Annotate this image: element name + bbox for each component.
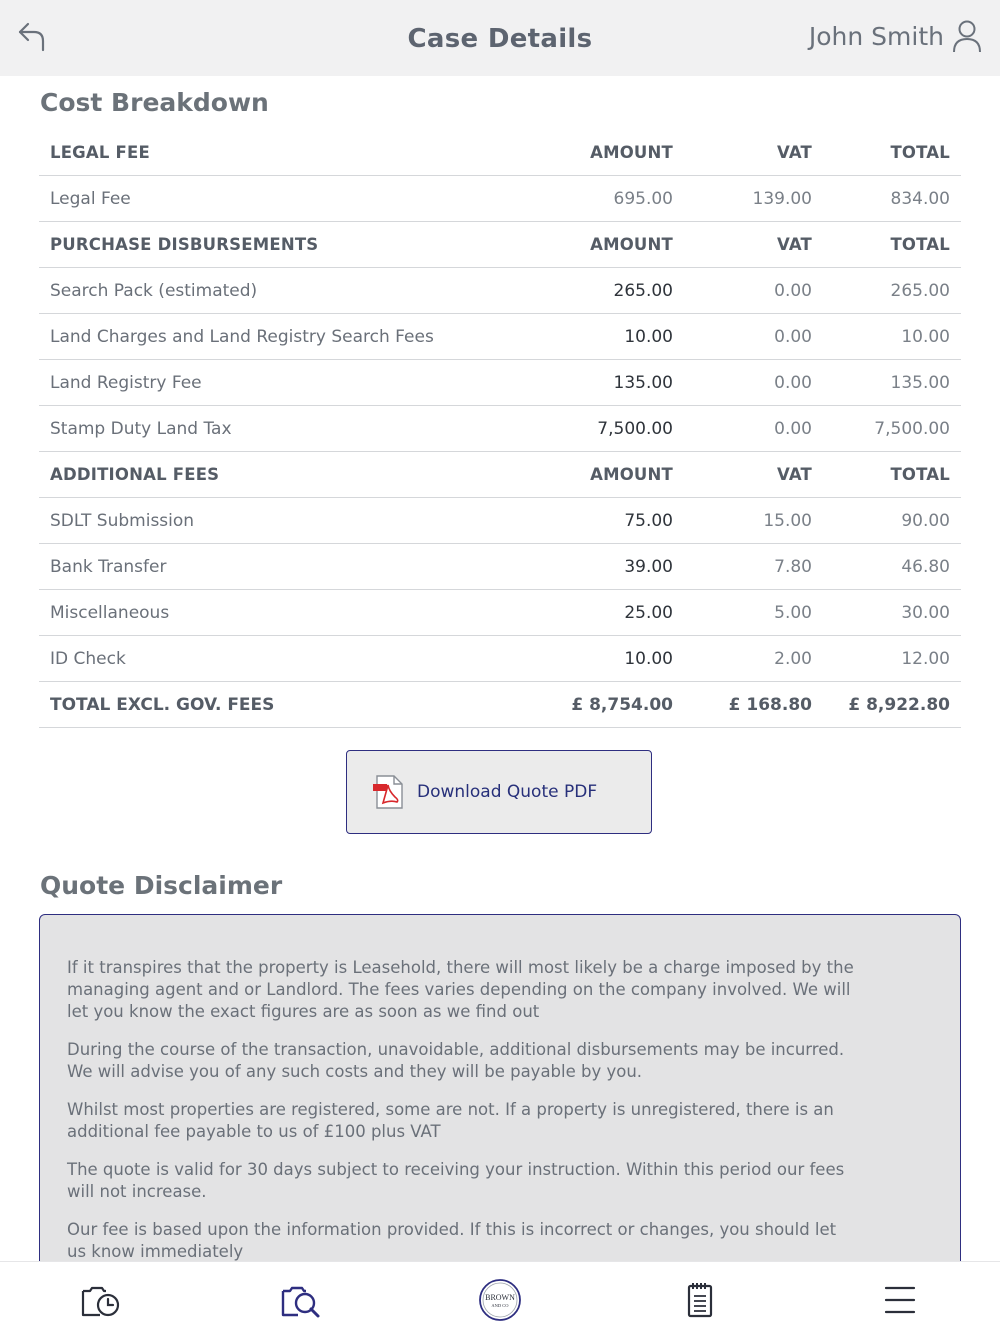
fee-total: 30.00 [901, 602, 950, 623]
fee-total: 10.00 [901, 326, 950, 347]
nav-notes[interactable] [678, 1278, 722, 1322]
fee-vat: 0.00 [774, 418, 812, 439]
download-quote-pdf-button[interactable] [346, 750, 652, 834]
fee-name: Bank Transfer [50, 556, 167, 577]
fee-amount: 75.00 [624, 510, 673, 531]
column-header: VAT [777, 235, 812, 254]
fee-vat: 139.00 [752, 188, 812, 209]
download-quote-pdf-label: Download Quote PDF [417, 782, 598, 802]
table-row [39, 544, 961, 590]
svg-text:AND CO: AND CO [491, 1303, 509, 1308]
user-profile-button[interactable] [809, 18, 982, 54]
table-header-purchase-disbursements [39, 222, 961, 268]
table-row [39, 590, 961, 636]
column-header: ADDITIONAL FEES [50, 465, 220, 484]
menu-icon [878, 1278, 922, 1322]
disclaimer-paragraph: If it transpires that the property is Leasehold, there will most likely be a charge imposed by the managing agent and or Landlord. The fees varies depending on the company involved. We will let you know the exact figures are as soon as we find out [67, 958, 854, 1021]
total-vat: £ 168.80 [728, 694, 812, 715]
fee-vat: 15.00 [763, 510, 812, 531]
disclaimer-paragraph: Whilst most properties are registered, some are not. If a property is unregistered, there is an additional fee payable to us of £100 plus VAT [67, 1100, 834, 1141]
nav-home-logo[interactable] [478, 1278, 522, 1322]
column-header: AMOUNT [590, 465, 673, 484]
total-amount: £ 8,754.00 [571, 694, 673, 715]
fee-name: Land Charges and Land Registry Search Fees [50, 326, 434, 347]
user-icon [952, 19, 982, 53]
table-row [39, 406, 961, 452]
table-row [39, 636, 961, 682]
fee-total: 265.00 [890, 280, 950, 301]
fee-vat: 0.00 [774, 280, 812, 301]
fee-name: ID Check [50, 648, 126, 669]
fee-vat: 0.00 [774, 326, 812, 347]
table-row [39, 498, 961, 544]
table-header-legal-fee [39, 130, 961, 176]
quote-disclaimer-title: Quote Disclaimer [40, 871, 283, 900]
column-header: LEGAL FEE [50, 143, 150, 162]
fee-amount: 39.00 [624, 556, 673, 577]
pdf-file-icon [373, 775, 405, 809]
column-header: VAT [777, 465, 812, 484]
disclaimer-paragraph: The quote is valid for 30 days subject to receiving your instruction. Within this period our fees will not increase. [67, 1160, 845, 1201]
fee-amount: 265.00 [613, 280, 673, 301]
fee-total: 12.00 [901, 648, 950, 669]
quote-disclaimer-box[interactable] [39, 914, 961, 1274]
page-title: Case Details [407, 24, 593, 54]
user-name: John Smith [808, 21, 944, 51]
column-header: AMOUNT [590, 143, 673, 162]
fee-name: Land Registry Fee [50, 372, 202, 393]
fee-amount: 135.00 [613, 372, 673, 393]
column-header: VAT [777, 143, 812, 162]
column-header: TOTAL [890, 143, 950, 162]
fee-amount: 10.00 [624, 326, 673, 347]
fee-total: 90.00 [901, 510, 950, 531]
brown-and-co-logo [478, 1278, 522, 1322]
fee-total: 7,500.00 [874, 418, 950, 439]
search-document-icon [278, 1278, 322, 1322]
table-row [39, 268, 961, 314]
column-header: AMOUNT [590, 235, 673, 254]
fee-total: 46.80 [901, 556, 950, 577]
fee-name: Legal Fee [50, 188, 131, 209]
column-header: TOTAL [890, 465, 950, 484]
fee-vat: 5.00 [774, 602, 812, 623]
nav-menu[interactable] [878, 1278, 922, 1322]
fee-vat: 2.00 [774, 648, 812, 669]
notes-clipboard-icon [678, 1278, 722, 1322]
bottom-navigation [0, 1261, 1000, 1335]
svg-text:BROWN: BROWN [485, 1293, 515, 1302]
fee-vat: 0.00 [774, 372, 812, 393]
cost-breakdown-table [39, 130, 961, 728]
fee-total: 834.00 [890, 188, 950, 209]
column-header: PURCHASE DISBURSEMENTS [50, 235, 319, 254]
fee-vat: 7.80 [774, 556, 812, 577]
disclaimer-paragraph: During the course of the transaction, unavoidable, additional disbursements may be incurred. We will advise you of any such costs and they will be payable by you. [67, 1040, 845, 1081]
nav-search-documents[interactable] [278, 1278, 322, 1322]
fee-amount: 10.00 [624, 648, 673, 669]
table-total-row [39, 682, 961, 728]
fee-amount: 7,500.00 [597, 418, 673, 439]
disclaimer-paragraph: Our fee is based upon the information provided. If this is incorrect or changes, you should let us know immediately [67, 1220, 837, 1261]
fee-amount: 25.00 [624, 602, 673, 623]
total-grand: £ 8,922.80 [848, 694, 950, 715]
column-header: TOTAL [890, 235, 950, 254]
table-row [39, 360, 961, 406]
table-row [39, 176, 961, 222]
fee-amount: 695.00 [613, 188, 673, 209]
cost-breakdown-title: Cost Breakdown [40, 88, 269, 117]
fee-name: Stamp Duty Land Tax [50, 418, 232, 439]
fee-name: Search Pack (estimated) [50, 280, 258, 301]
total-label: TOTAL EXCL. GOV. FEES [50, 694, 275, 715]
table-header-additional-fees [39, 452, 961, 498]
top-bar [0, 0, 1000, 76]
nav-case-history[interactable] [78, 1278, 122, 1322]
fee-name: SDLT Submission [50, 510, 195, 531]
case-history-icon [78, 1278, 122, 1322]
fee-total: 135.00 [890, 372, 950, 393]
table-row [39, 314, 961, 360]
fee-name: Miscellaneous [50, 602, 170, 623]
